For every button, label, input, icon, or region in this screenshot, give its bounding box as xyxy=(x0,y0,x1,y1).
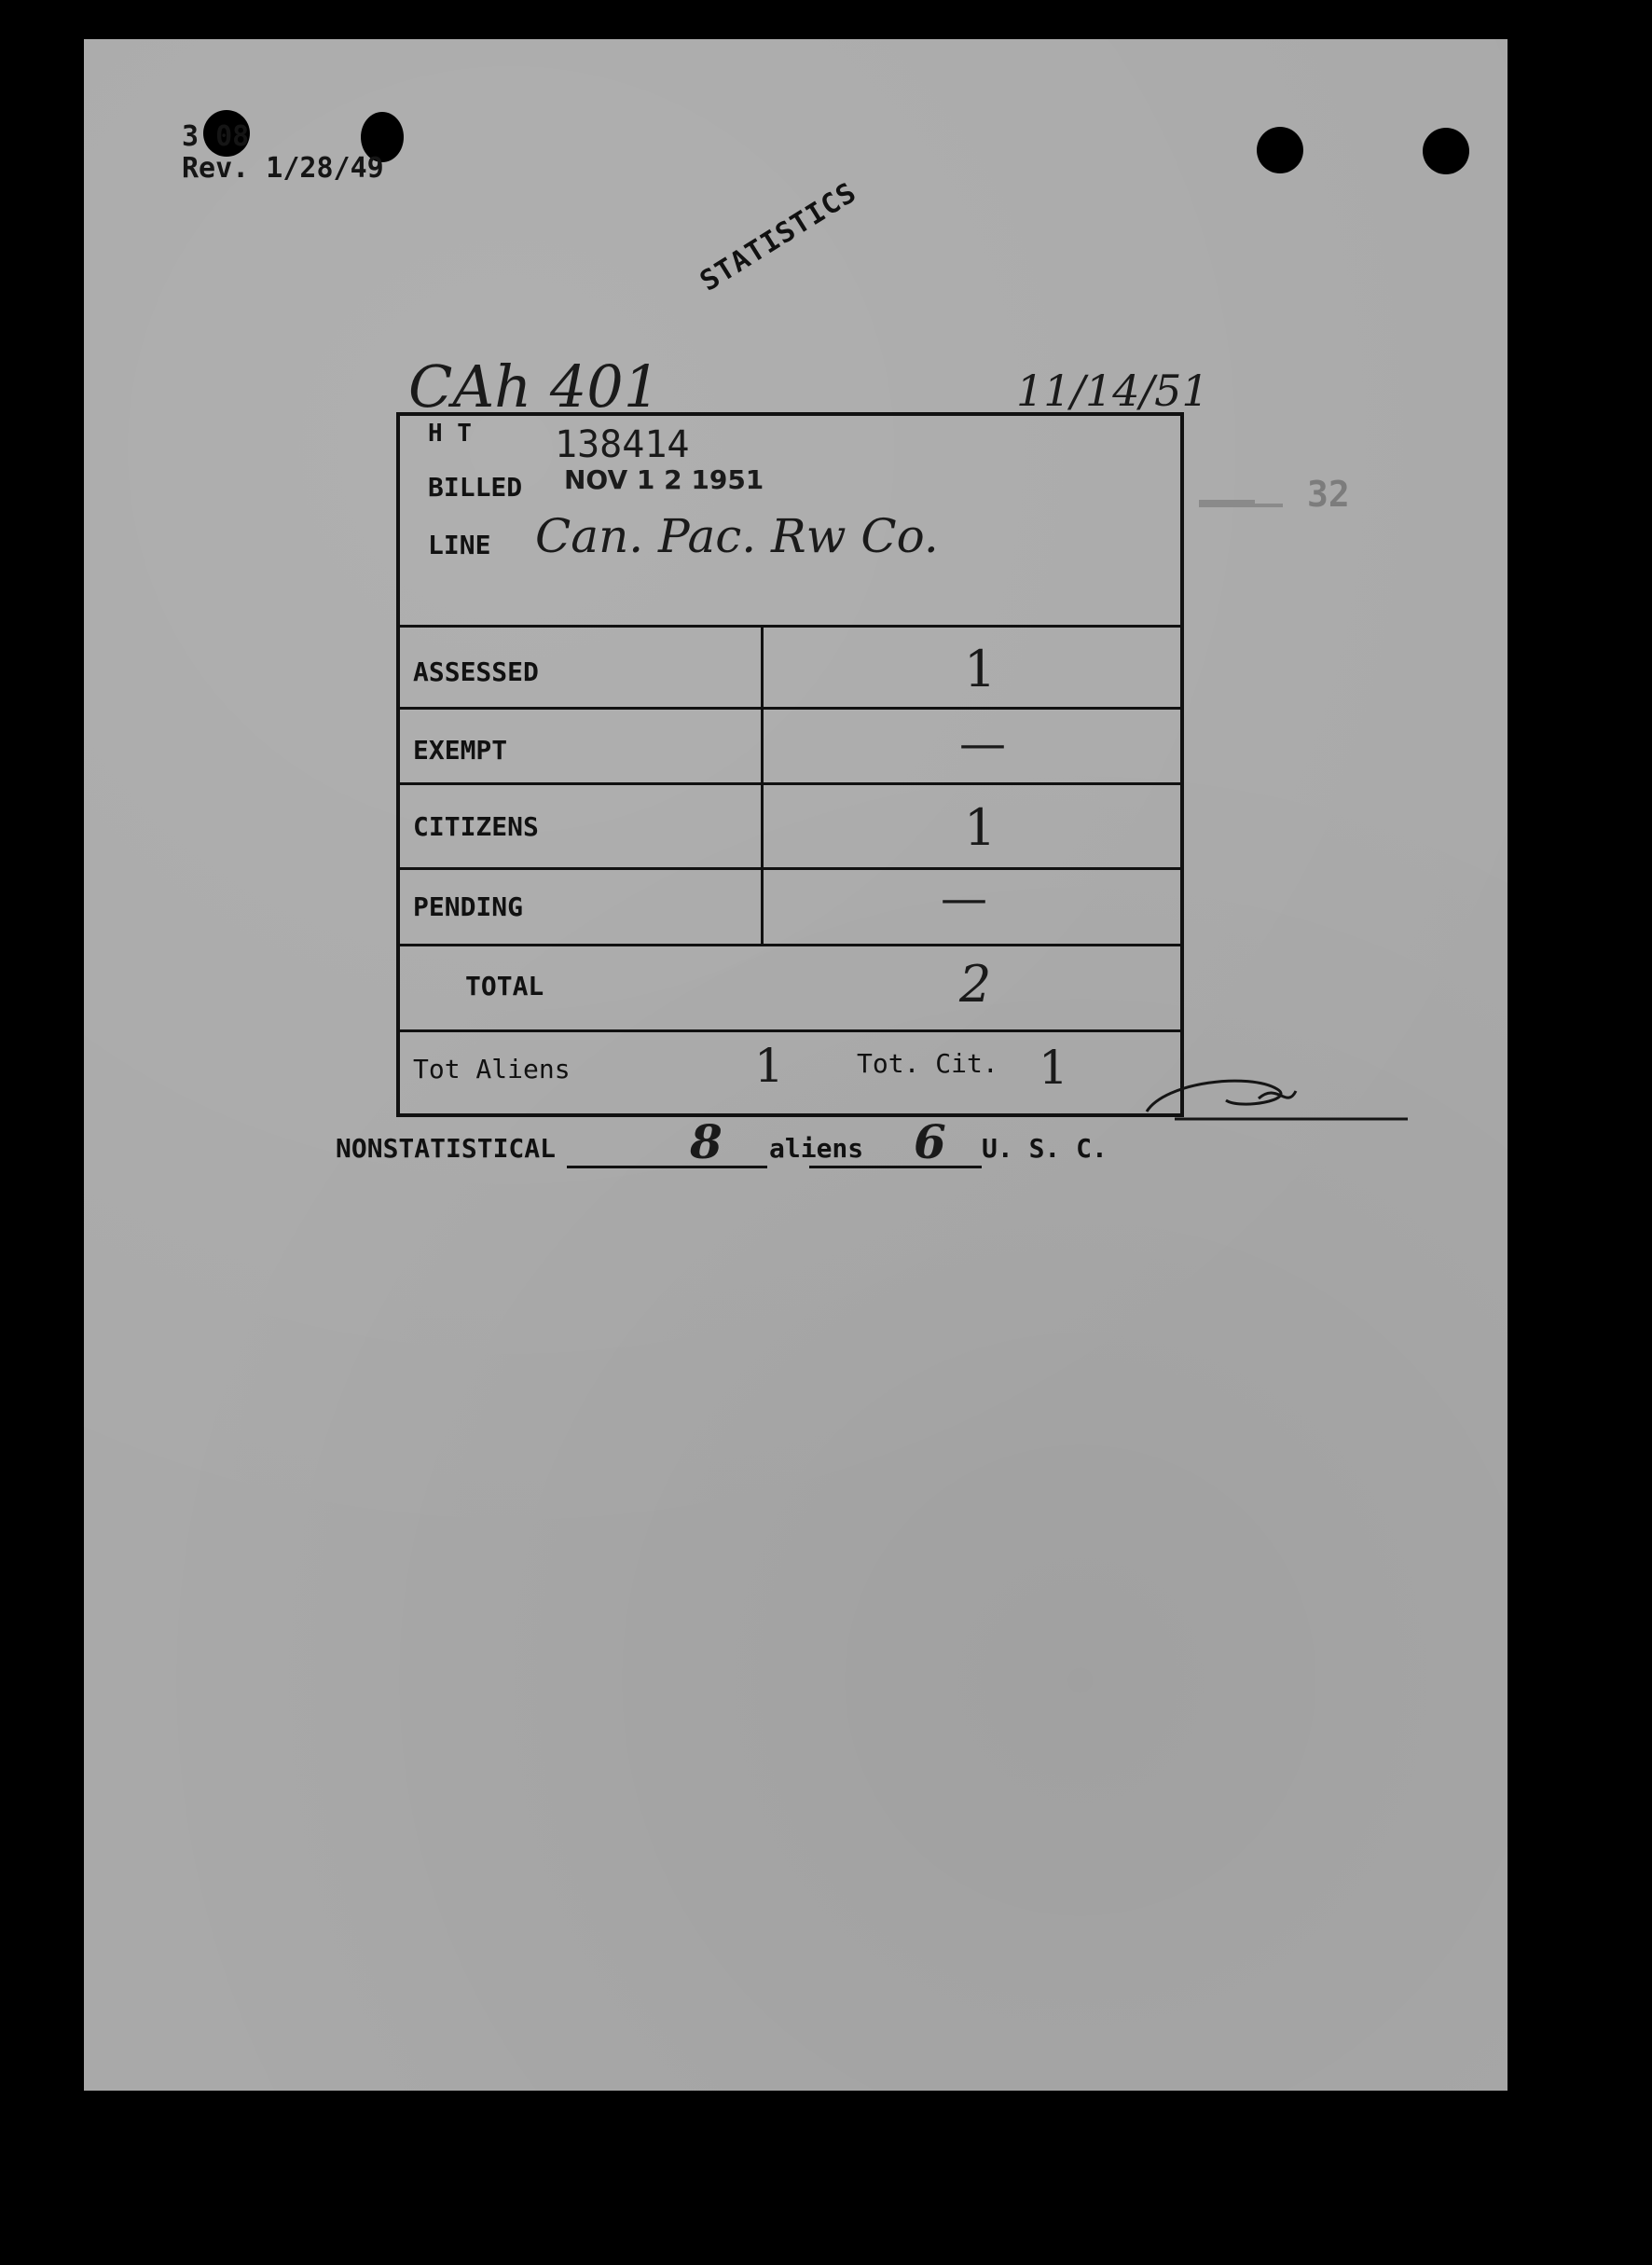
citizens-value: 1 xyxy=(964,798,997,857)
port-code: CAh 401 xyxy=(408,352,661,421)
margin-dash xyxy=(1199,504,1283,507)
aliens-underline xyxy=(567,1166,767,1168)
punch-hole xyxy=(1257,127,1303,173)
form-number: 3 08 xyxy=(182,120,250,153)
pending-value: — xyxy=(941,871,987,925)
total-value: 2 xyxy=(959,955,992,1014)
form-revision: Rev. 1/28/49 xyxy=(182,152,384,185)
section-divider xyxy=(400,625,1180,628)
tot-aliens-value: 1 xyxy=(754,1039,784,1093)
line-label: LINE xyxy=(428,530,491,560)
handwritten-date: 11/14/51 xyxy=(1016,366,1209,416)
citizens-label: CITIZENS xyxy=(413,811,539,842)
tot-aliens-label: Tot Aliens xyxy=(413,1054,571,1084)
nonstatistical-line xyxy=(336,1114,1108,1169)
tot-cit-label: Tot. Cit. xyxy=(857,1048,998,1079)
billed-date: NOV 1 2 1951 xyxy=(564,464,764,495)
billed-label: BILLED xyxy=(428,472,523,503)
row-divider xyxy=(400,867,1180,870)
form-code xyxy=(182,121,384,185)
pending-label: PENDING xyxy=(413,891,524,922)
page-number: 32 xyxy=(1307,474,1350,515)
ht-number: 138414 xyxy=(555,423,690,466)
nonstatistical-label: NONSTATISTICAL xyxy=(336,1133,557,1164)
statistics-form xyxy=(396,412,1184,1117)
statistics-stamp: STATISTICS xyxy=(695,175,863,298)
ht-label: H T xyxy=(428,420,472,448)
nonstatistical-usc-count: 6 xyxy=(914,1114,946,1169)
row-divider xyxy=(400,1029,1180,1032)
nonstatistical-aliens-count: 8 xyxy=(690,1114,723,1169)
assessed-label: ASSESSED xyxy=(413,656,539,687)
nonstatistical-usc-label: U. S. C. xyxy=(982,1133,1108,1164)
line-value: Can. Pac. Rw Co. xyxy=(535,509,939,563)
row-divider xyxy=(400,944,1180,946)
tot-cit-value: 1 xyxy=(1039,1041,1068,1095)
row-divider xyxy=(400,707,1180,710)
usc-underline xyxy=(809,1166,982,1168)
exempt-value: — xyxy=(959,716,1006,770)
row-divider xyxy=(400,782,1180,785)
exempt-label: EXEMPT xyxy=(413,735,508,766)
column-divider xyxy=(761,625,764,944)
initials-signature xyxy=(1137,1063,1408,1128)
nonstatistical-aliens-label: aliens xyxy=(769,1133,864,1164)
total-label: TOTAL xyxy=(465,971,544,1001)
assessed-value: 1 xyxy=(964,640,997,698)
punch-hole xyxy=(1423,128,1469,174)
